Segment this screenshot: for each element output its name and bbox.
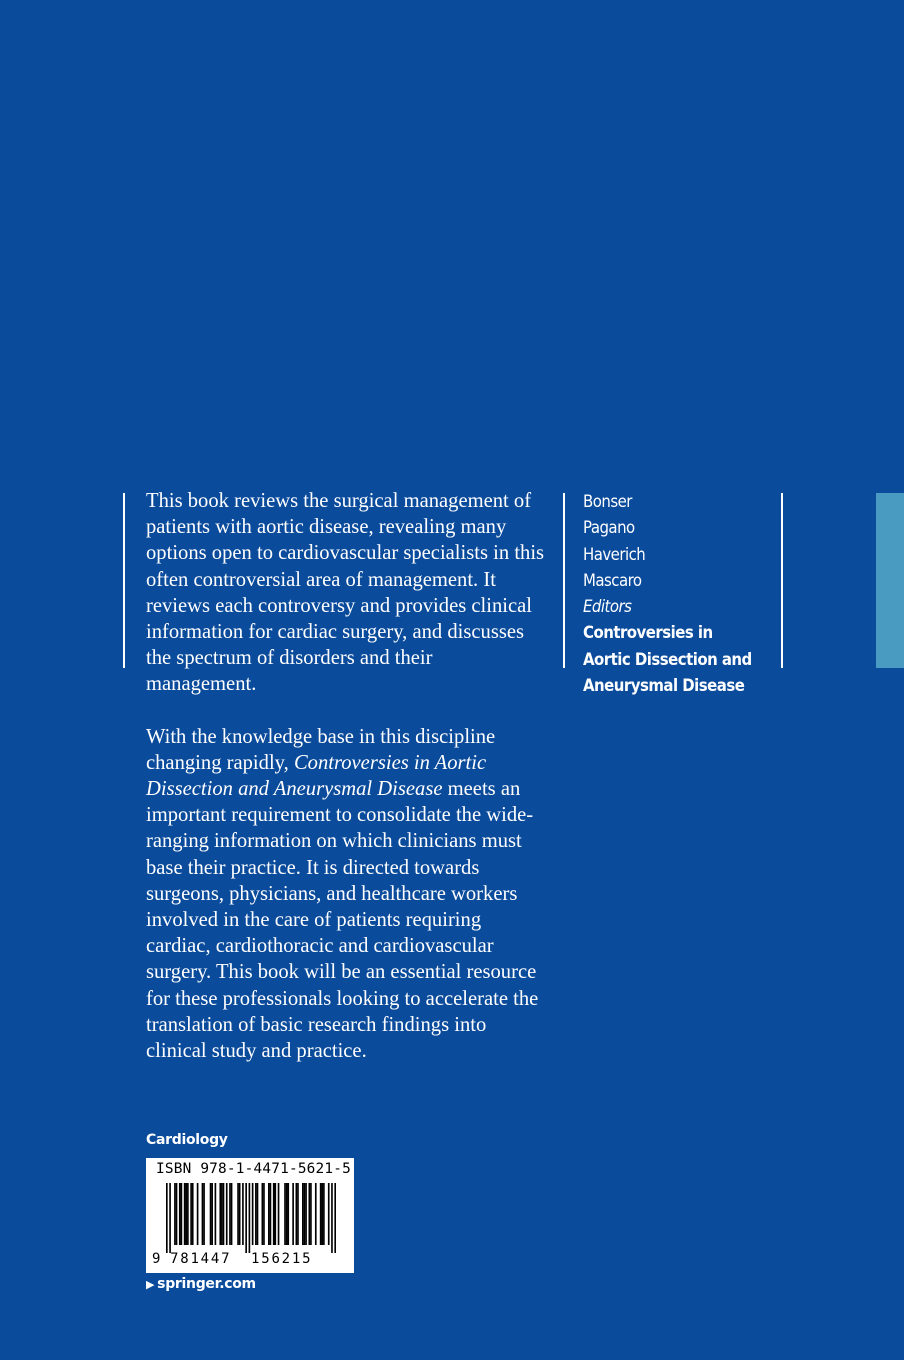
barcode-bar	[323, 1183, 325, 1245]
barcode-bar	[273, 1183, 275, 1245]
barcode-bar	[292, 1183, 294, 1245]
barcode-bar	[174, 1183, 176, 1245]
book-title-line: Aortic Dissection and	[583, 649, 752, 670]
barcode-bar	[274, 1183, 276, 1245]
barcode-bar	[321, 1183, 323, 1245]
barcode-bar	[331, 1183, 333, 1253]
blurb-paragraph-2-intro: With the knowledge base in this discipline changing rapidly,	[146, 725, 496, 774]
barcode-image	[166, 1183, 336, 1253]
left-divider-rule	[123, 493, 125, 668]
book-title-line: Controversies in	[583, 623, 713, 644]
barcode-bar	[185, 1183, 187, 1245]
barcode-bar	[215, 1183, 217, 1245]
barcode-bar	[268, 1183, 270, 1245]
right-divider-rule	[781, 493, 783, 668]
barcode-bar	[263, 1183, 265, 1245]
triangle-right-icon: ▶	[146, 1278, 155, 1291]
barcode-bar	[190, 1183, 192, 1245]
blurb-paragraph-2-rest: meets an important requirement to consolidate the wide-ranging information on which clinicians must base their practice. It is directed towards surgeons, physicians, and healthcare workers involved in the care of patients requiring cardiac, cardiothoracic and cardiovascular surgery. This book will be an essential resource for these professionals looking to accelerate the translation of basic research findings into clinical study and practice.	[146, 778, 539, 1063]
barcode-bar	[328, 1183, 330, 1245]
barcode-bar	[197, 1183, 199, 1245]
barcode-bar	[255, 1183, 257, 1245]
barcode-bar	[192, 1183, 194, 1245]
barcode-bar	[221, 1183, 223, 1245]
back-cover-blurb	[146, 488, 546, 1064]
barcode-bar	[249, 1183, 251, 1253]
barcode-bar	[284, 1183, 286, 1245]
spine-color-tab	[876, 493, 904, 668]
editor-name: Bonser	[583, 492, 632, 512]
barcode-bar	[169, 1183, 171, 1253]
barcode-bar	[315, 1183, 317, 1245]
barcode-bar	[242, 1183, 244, 1245]
barcode-bar	[270, 1183, 272, 1245]
isbn-label: ISBN 978-1-4471-5621-5	[156, 1161, 352, 1177]
blurb-book-title: Controversies in Aortic Dissection and Aneurysmal Disease	[146, 751, 487, 801]
barcode-bar	[226, 1183, 228, 1245]
barcode-bar	[304, 1183, 306, 1245]
isbn-barcode-panel	[146, 1158, 354, 1273]
barcode-bar	[231, 1183, 233, 1245]
barcode-bar	[297, 1183, 299, 1245]
barcode-bar	[286, 1183, 288, 1245]
barcode-bar	[262, 1183, 264, 1245]
barcode-bar	[176, 1183, 178, 1245]
publisher-url: springer.com	[157, 1276, 256, 1292]
blurb-paragraph-1: This book reviews the surgical management of patients with aortic disease, revealing many options open to cardiovascular specialists in this often controversial area of management. It reviews each controversy and provides clinical information for cardiac surgery, and discusses the spectrum of disorders and their management.	[146, 490, 545, 696]
editor-name: Haverich	[583, 544, 646, 565]
barcode-bar	[187, 1183, 189, 1245]
barcode-bar	[257, 1183, 259, 1245]
barcode-bar	[252, 1183, 254, 1245]
barcode-bar	[305, 1183, 307, 1245]
publisher-link[interactable]	[146, 1276, 256, 1292]
barcode-bar	[210, 1183, 212, 1245]
barcode-digit-prefix: 9	[152, 1251, 161, 1267]
barcode-bar	[310, 1183, 312, 1245]
barcode-digits-right: 156215	[251, 1251, 313, 1267]
barcode-bar	[202, 1183, 204, 1245]
barcode-bar	[223, 1183, 225, 1245]
editors-role-label: Editors	[583, 597, 632, 618]
barcode-bar	[184, 1183, 186, 1245]
barcode-bar	[219, 1183, 221, 1245]
barcode-bar	[308, 1183, 310, 1245]
barcode-bar	[239, 1183, 241, 1245]
book-title-line: Aneurysmal Disease	[583, 676, 745, 697]
barcode-bar	[166, 1183, 168, 1253]
editors-block	[583, 489, 759, 699]
barcode-bar	[334, 1183, 336, 1253]
barcode-digits-left: 781447	[170, 1251, 232, 1267]
barcode-bar	[211, 1183, 213, 1245]
editor-name: Mascaro	[583, 570, 642, 591]
barcode-bar	[320, 1183, 322, 1245]
subject-category: Cardiology	[146, 1132, 228, 1148]
barcode-bar	[296, 1183, 298, 1245]
barcode-bar	[278, 1183, 280, 1245]
barcode-bar	[181, 1183, 183, 1245]
barcode-bar	[229, 1183, 231, 1245]
barcode-bar	[237, 1183, 239, 1245]
middle-divider-rule	[563, 493, 565, 668]
barcode-bar	[179, 1183, 181, 1245]
barcode-bar	[245, 1183, 247, 1253]
barcode-bar	[203, 1183, 205, 1245]
barcode-bar	[302, 1183, 304, 1245]
barcode-bar	[287, 1183, 289, 1245]
editor-name: Pagano	[583, 518, 635, 539]
blurb-paragraph-2	[146, 724, 546, 1065]
